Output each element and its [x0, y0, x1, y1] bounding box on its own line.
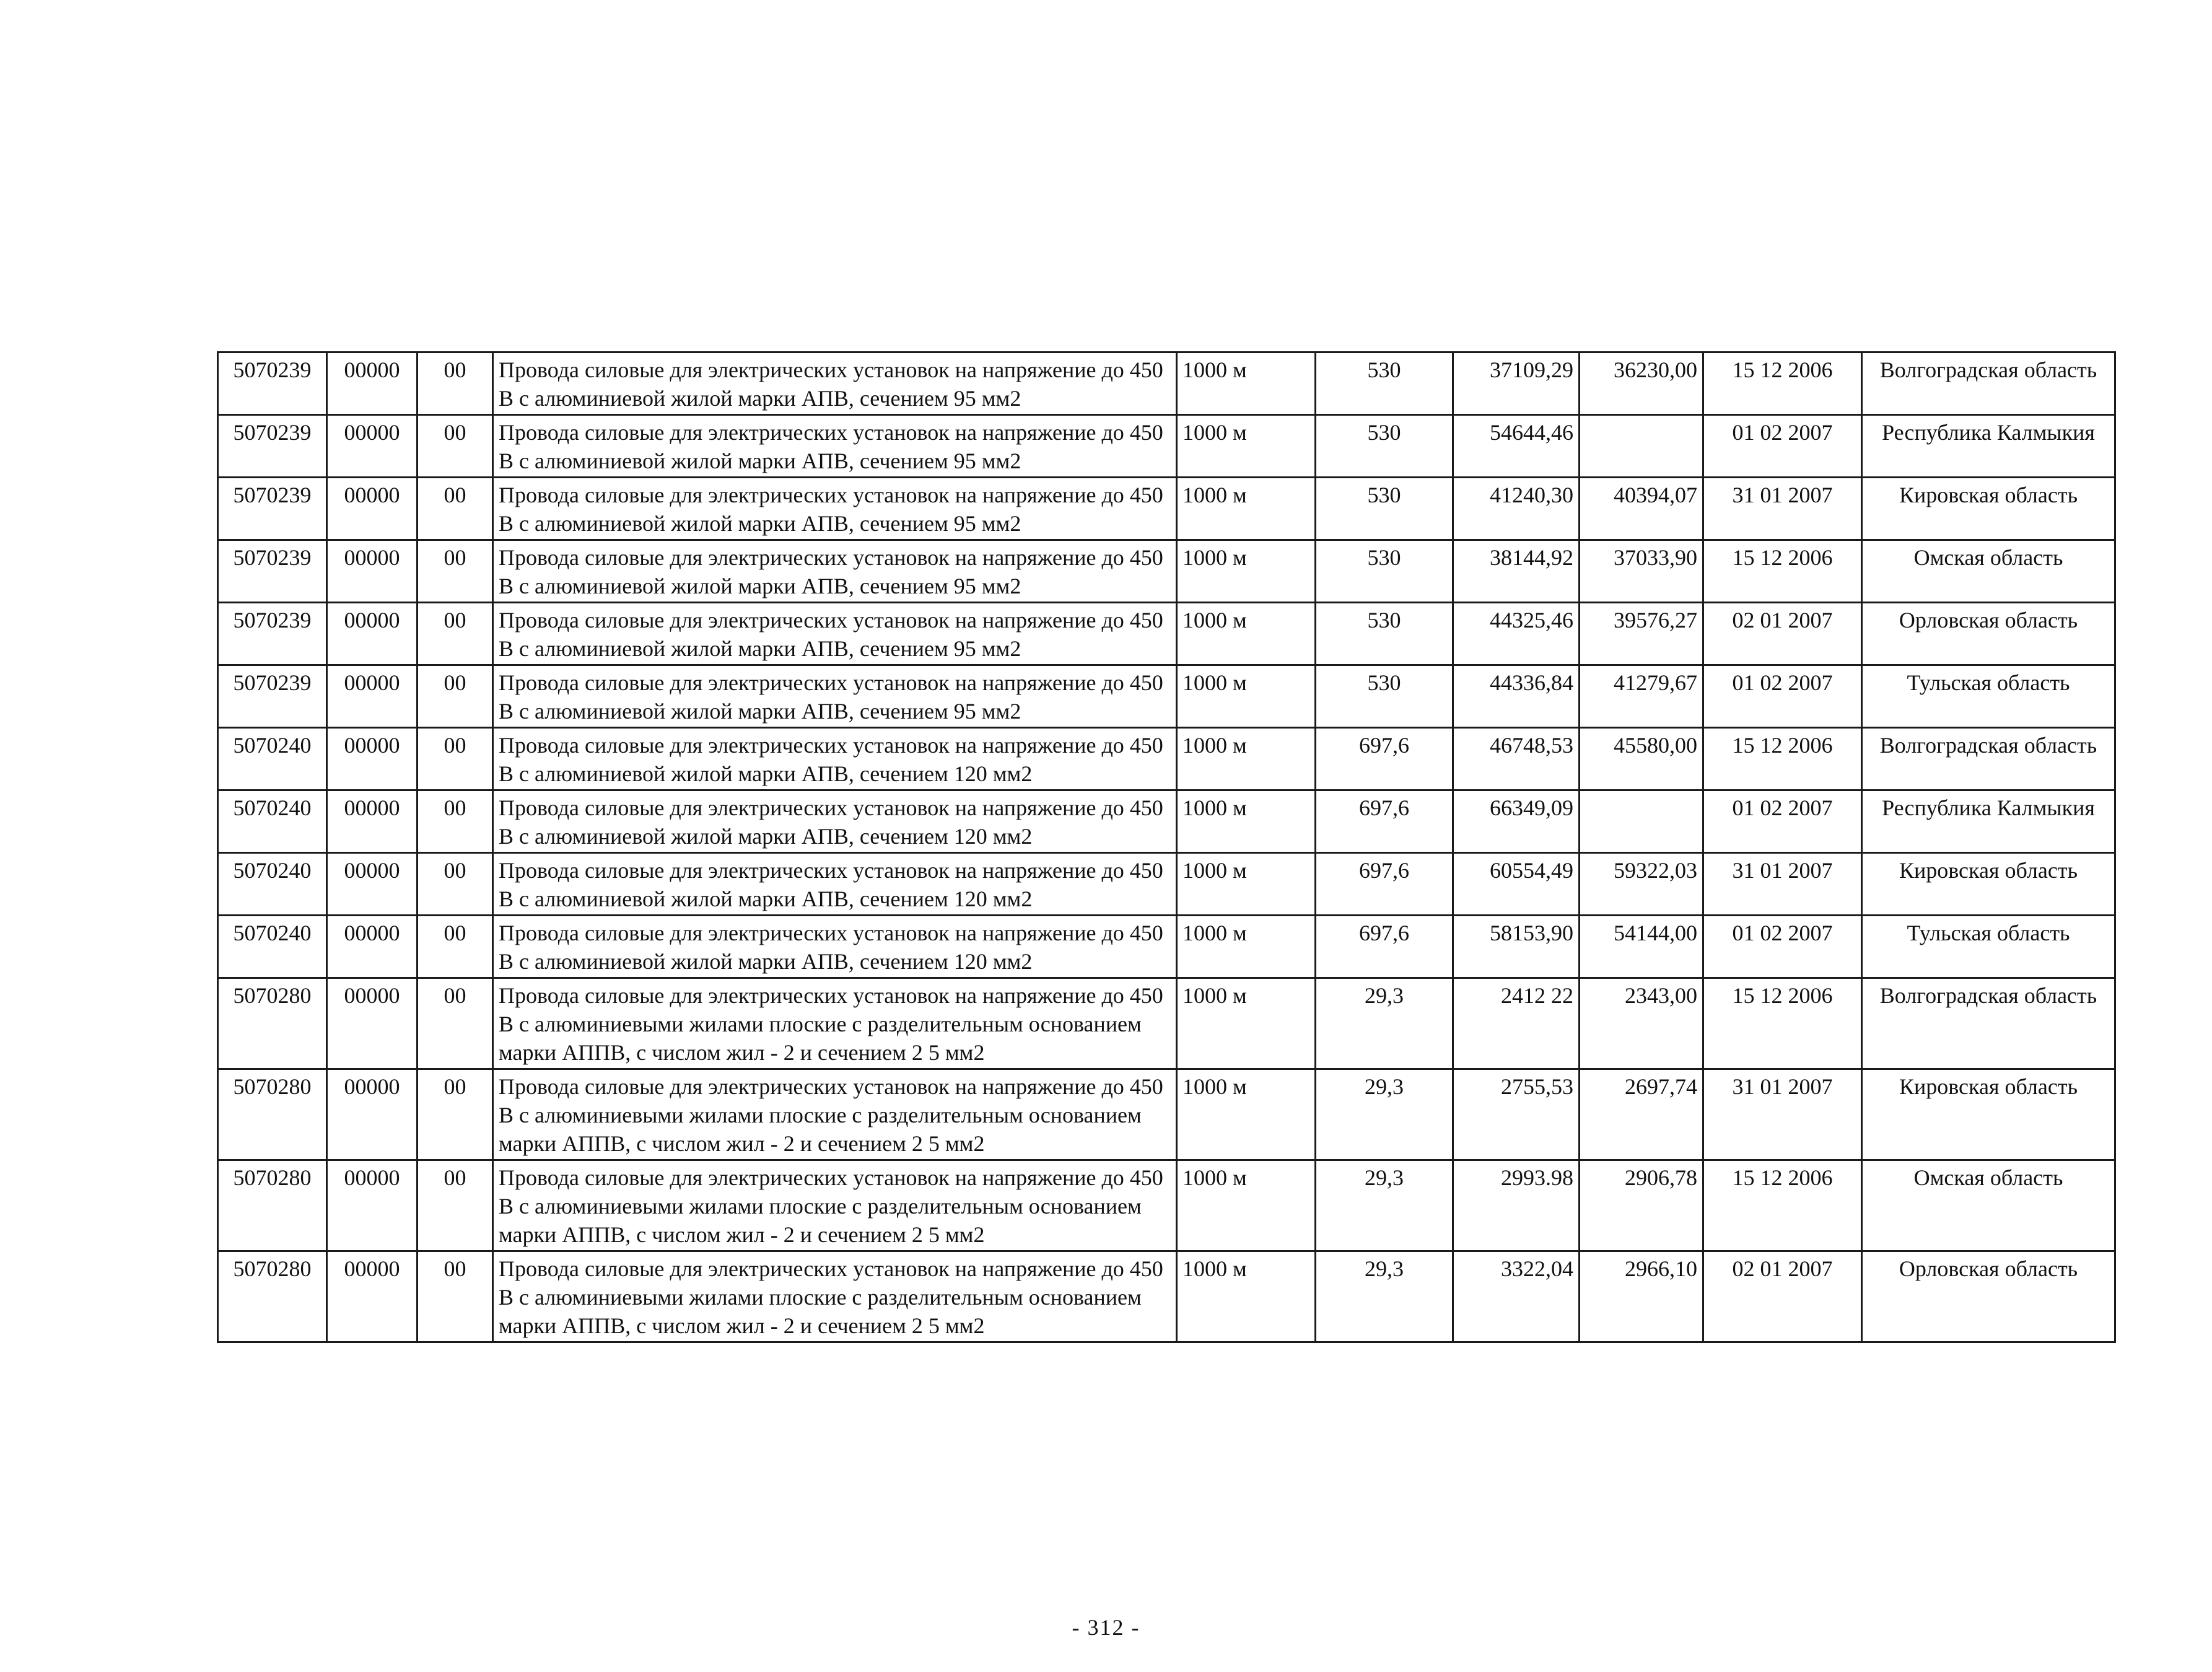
- table-row: [218, 352, 2115, 415]
- region-cell: Орловская область: [1862, 603, 2115, 665]
- price-2-cell: 54144,00: [1580, 916, 1703, 978]
- product-name-cell: Провода силовые для электрических установок на напряжение до 450 В с алюминиевой жилой марки АПВ, сечением 95 мм2: [493, 665, 1177, 728]
- price-2-cell: [1580, 790, 1703, 853]
- product-code-cell: 5070239: [218, 540, 327, 603]
- sub-code-cell: 00000: [327, 853, 417, 916]
- price-2-cell: 36230,00: [1580, 352, 1703, 415]
- price-1-cell: 66349,09: [1453, 790, 1580, 853]
- product-name-cell: Провода силовые для электрических установок на напряжение до 450 В с алюминиевой жилой марки АПВ, сечением 95 мм2: [493, 352, 1177, 415]
- ext-code-cell: 00: [417, 916, 493, 978]
- quantity-cell: 29,3: [1316, 1160, 1453, 1251]
- product-code-cell: 5070240: [218, 853, 327, 916]
- price-1-cell: 2755,53: [1453, 1069, 1580, 1160]
- quantity-cell: 697,6: [1316, 853, 1453, 916]
- price-2-cell: [1580, 415, 1703, 478]
- sub-code-cell: 00000: [327, 540, 417, 603]
- product-name-cell: Провода силовые для электрических установок на напряжение до 450 В с алюминиевой жилой марки АПВ, сечением 120 мм2: [493, 853, 1177, 916]
- ext-code-cell: 00: [417, 790, 493, 853]
- ext-code-cell: 00: [417, 603, 493, 665]
- region-cell: Кировская область: [1862, 853, 2115, 916]
- unit-cell: 1000 м: [1177, 415, 1316, 478]
- region-cell: Республика Калмыкия: [1862, 415, 2115, 478]
- unit-cell: 1000 м: [1177, 978, 1316, 1069]
- product-name-cell: Провода силовые для электрических установок на напряжение до 450 В с алюминиевыми жилами плоские с разделительным основанием марки АППВ, с числом жил - 2 и сечением 2 5 мм2: [493, 1069, 1177, 1160]
- sub-code-cell: 00000: [327, 728, 417, 790]
- table-row: [218, 603, 2115, 665]
- region-cell: Волгоградская область: [1862, 728, 2115, 790]
- region-cell: Тульская область: [1862, 665, 2115, 728]
- sub-code-cell: 00000: [327, 1069, 417, 1160]
- sub-code-cell: 00000: [327, 790, 417, 853]
- quantity-cell: 530: [1316, 665, 1453, 728]
- ext-code-cell: 00: [417, 728, 493, 790]
- product-code-cell: 5070239: [218, 352, 327, 415]
- sub-code-cell: 00000: [327, 415, 417, 478]
- quantity-cell: 530: [1316, 478, 1453, 540]
- product-code-cell: 5070240: [218, 728, 327, 790]
- product-name-cell: Провода силовые для электрических установок на напряжение до 450 В с алюминиевой жилой марки АПВ, сечением 95 мм2: [493, 540, 1177, 603]
- quantity-cell: 530: [1316, 352, 1453, 415]
- product-code-cell: 5070239: [218, 603, 327, 665]
- price-1-cell: 37109,29: [1453, 352, 1580, 415]
- price-2-cell: 39576,27: [1580, 603, 1703, 665]
- sub-code-cell: 00000: [327, 916, 417, 978]
- product-name-cell: Провода силовые для электрических установок на напряжение до 450 В с алюминиевыми жилами плоские с разделительным основанием марки АППВ, с числом жил - 2 и сечением 2 5 мм2: [493, 1160, 1177, 1251]
- quantity-cell: 29,3: [1316, 1251, 1453, 1342]
- unit-cell: 1000 м: [1177, 478, 1316, 540]
- table-row: [218, 478, 2115, 540]
- price-1-cell: 44336,84: [1453, 665, 1580, 728]
- ext-code-cell: 00: [417, 1069, 493, 1160]
- sub-code-cell: 00000: [327, 665, 417, 728]
- region-cell: Кировская область: [1862, 478, 2115, 540]
- price-1-cell: 38144,92: [1453, 540, 1580, 603]
- sub-code-cell: 00000: [327, 352, 417, 415]
- date-cell: 31 01 2007: [1703, 853, 1862, 916]
- unit-cell: 1000 м: [1177, 853, 1316, 916]
- price-1-cell: 58153,90: [1453, 916, 1580, 978]
- price-1-cell: 3322,04: [1453, 1251, 1580, 1342]
- product-code-cell: 5070240: [218, 790, 327, 853]
- price-2-cell: 45580,00: [1580, 728, 1703, 790]
- unit-cell: 1000 м: [1177, 790, 1316, 853]
- unit-cell: 1000 м: [1177, 916, 1316, 978]
- date-cell: 15 12 2006: [1703, 978, 1862, 1069]
- quantity-cell: 29,3: [1316, 978, 1453, 1069]
- region-cell: Омская область: [1862, 540, 2115, 603]
- price-2-cell: 2343,00: [1580, 978, 1703, 1069]
- product-name-cell: Провода силовые для электрических установок на напряжение до 450 В с алюминиевой жилой марки АПВ, сечением 120 мм2: [493, 916, 1177, 978]
- date-cell: 01 02 2007: [1703, 790, 1862, 853]
- table-row: [218, 728, 2115, 790]
- product-code-cell: 5070280: [218, 1069, 327, 1160]
- table-row: [218, 790, 2115, 853]
- date-cell: 01 02 2007: [1703, 916, 1862, 978]
- date-cell: 31 01 2007: [1703, 478, 1862, 540]
- table-row: [218, 853, 2115, 916]
- product-code-cell: 5070280: [218, 1160, 327, 1251]
- quantity-cell: 530: [1316, 603, 1453, 665]
- product-code-cell: 5070239: [218, 478, 327, 540]
- price-1-cell: 2993.98: [1453, 1160, 1580, 1251]
- product-name-cell: Провода силовые для электрических установок на напряжение до 450 В с алюминиевой жилой марки АПВ, сечением 95 мм2: [493, 603, 1177, 665]
- region-cell: Волгоградская область: [1862, 978, 2115, 1069]
- page-number: - 312 -: [1072, 1615, 1140, 1640]
- product-name-cell: Провода силовые для электрических установок на напряжение до 450 В с алюминиевыми жилами плоские с разделительным основанием марки АППВ, с числом жил - 2 и сечением 2 5 мм2: [493, 978, 1177, 1069]
- date-cell: 02 01 2007: [1703, 603, 1862, 665]
- unit-cell: 1000 м: [1177, 1069, 1316, 1160]
- table-row: [218, 978, 2115, 1069]
- table-row: [218, 665, 2115, 728]
- quantity-cell: 697,6: [1316, 790, 1453, 853]
- ext-code-cell: 00: [417, 415, 493, 478]
- quantity-cell: 530: [1316, 415, 1453, 478]
- ext-code-cell: 00: [417, 1160, 493, 1251]
- date-cell: 15 12 2006: [1703, 1160, 1862, 1251]
- sub-code-cell: 00000: [327, 1160, 417, 1251]
- price-1-cell: 2412 22: [1453, 978, 1580, 1069]
- unit-cell: 1000 м: [1177, 665, 1316, 728]
- table-row: [218, 415, 2115, 478]
- quantity-cell: 29,3: [1316, 1069, 1453, 1160]
- product-name-cell: Провода силовые для электрических установок на напряжение до 450 В с алюминиевой жилой марки АПВ, сечением 95 мм2: [493, 478, 1177, 540]
- price-1-cell: 54644,46: [1453, 415, 1580, 478]
- price-2-cell: 40394,07: [1580, 478, 1703, 540]
- date-cell: 15 12 2006: [1703, 352, 1862, 415]
- ext-code-cell: 00: [417, 853, 493, 916]
- region-cell: Кировская область: [1862, 1069, 2115, 1160]
- date-cell: 15 12 2006: [1703, 728, 1862, 790]
- price-2-cell: 41279,67: [1580, 665, 1703, 728]
- ext-code-cell: 00: [417, 540, 493, 603]
- unit-cell: 1000 м: [1177, 1251, 1316, 1342]
- product-code-cell: 5070280: [218, 1251, 327, 1342]
- price-2-cell: 2966,10: [1580, 1251, 1703, 1342]
- product-name-cell: Провода силовые для электрических установок на напряжение до 450 В с алюминиевыми жилами плоские с разделительным основанием марки АППВ, с числом жил - 2 и сечением 2 5 мм2: [493, 1251, 1177, 1342]
- price-table-body: [218, 352, 2115, 1342]
- price-table: [217, 351, 2116, 1343]
- ext-code-cell: 00: [417, 478, 493, 540]
- quantity-cell: 697,6: [1316, 728, 1453, 790]
- price-2-cell: 2906,78: [1580, 1160, 1703, 1251]
- price-2-cell: 2697,74: [1580, 1069, 1703, 1160]
- date-cell: 01 02 2007: [1703, 415, 1862, 478]
- unit-cell: 1000 м: [1177, 728, 1316, 790]
- product-code-cell: 5070280: [218, 978, 327, 1069]
- date-cell: 01 02 2007: [1703, 665, 1862, 728]
- price-1-cell: 41240,30: [1453, 478, 1580, 540]
- region-cell: Орловская область: [1862, 1251, 2115, 1342]
- date-cell: 31 01 2007: [1703, 1069, 1862, 1160]
- product-code-cell: 5070239: [218, 665, 327, 728]
- table-row: [218, 540, 2115, 603]
- product-name-cell: Провода силовые для электрических установок на напряжение до 450 В с алюминиевой жилой марки АПВ, сечением 120 мм2: [493, 728, 1177, 790]
- table-row: [218, 1251, 2115, 1342]
- unit-cell: 1000 м: [1177, 352, 1316, 415]
- unit-cell: 1000 м: [1177, 540, 1316, 603]
- date-cell: 02 01 2007: [1703, 1251, 1862, 1342]
- quantity-cell: 530: [1316, 540, 1453, 603]
- ext-code-cell: 00: [417, 1251, 493, 1342]
- region-cell: Омская область: [1862, 1160, 2115, 1251]
- date-cell: 15 12 2006: [1703, 540, 1862, 603]
- ext-code-cell: 00: [417, 352, 493, 415]
- region-cell: Тульская область: [1862, 916, 2115, 978]
- price-1-cell: 60554,49: [1453, 853, 1580, 916]
- sub-code-cell: 00000: [327, 978, 417, 1069]
- sub-code-cell: 00000: [327, 1251, 417, 1342]
- sub-code-cell: 00000: [327, 478, 417, 540]
- ext-code-cell: 00: [417, 978, 493, 1069]
- region-cell: Волгоградская область: [1862, 352, 2115, 415]
- table-row: [218, 916, 2115, 978]
- ext-code-cell: 00: [417, 665, 493, 728]
- product-name-cell: Провода силовые для электрических установок на напряжение до 450 В с алюминиевой жилой марки АПВ, сечением 95 мм2: [493, 415, 1177, 478]
- region-cell: Республика Калмыкия: [1862, 790, 2115, 853]
- sub-code-cell: 00000: [327, 603, 417, 665]
- product-code-cell: 5070240: [218, 916, 327, 978]
- unit-cell: 1000 м: [1177, 1160, 1316, 1251]
- price-1-cell: 44325,46: [1453, 603, 1580, 665]
- unit-cell: 1000 м: [1177, 603, 1316, 665]
- price-2-cell: 59322,03: [1580, 853, 1703, 916]
- price-1-cell: 46748,53: [1453, 728, 1580, 790]
- quantity-cell: 697,6: [1316, 916, 1453, 978]
- product-name-cell: Провода силовые для электрических установок на напряжение до 450 В с алюминиевой жилой марки АПВ, сечением 120 мм2: [493, 790, 1177, 853]
- table-row: [218, 1160, 2115, 1251]
- price-2-cell: 37033,90: [1580, 540, 1703, 603]
- table-row: [218, 1069, 2115, 1160]
- product-code-cell: 5070239: [218, 415, 327, 478]
